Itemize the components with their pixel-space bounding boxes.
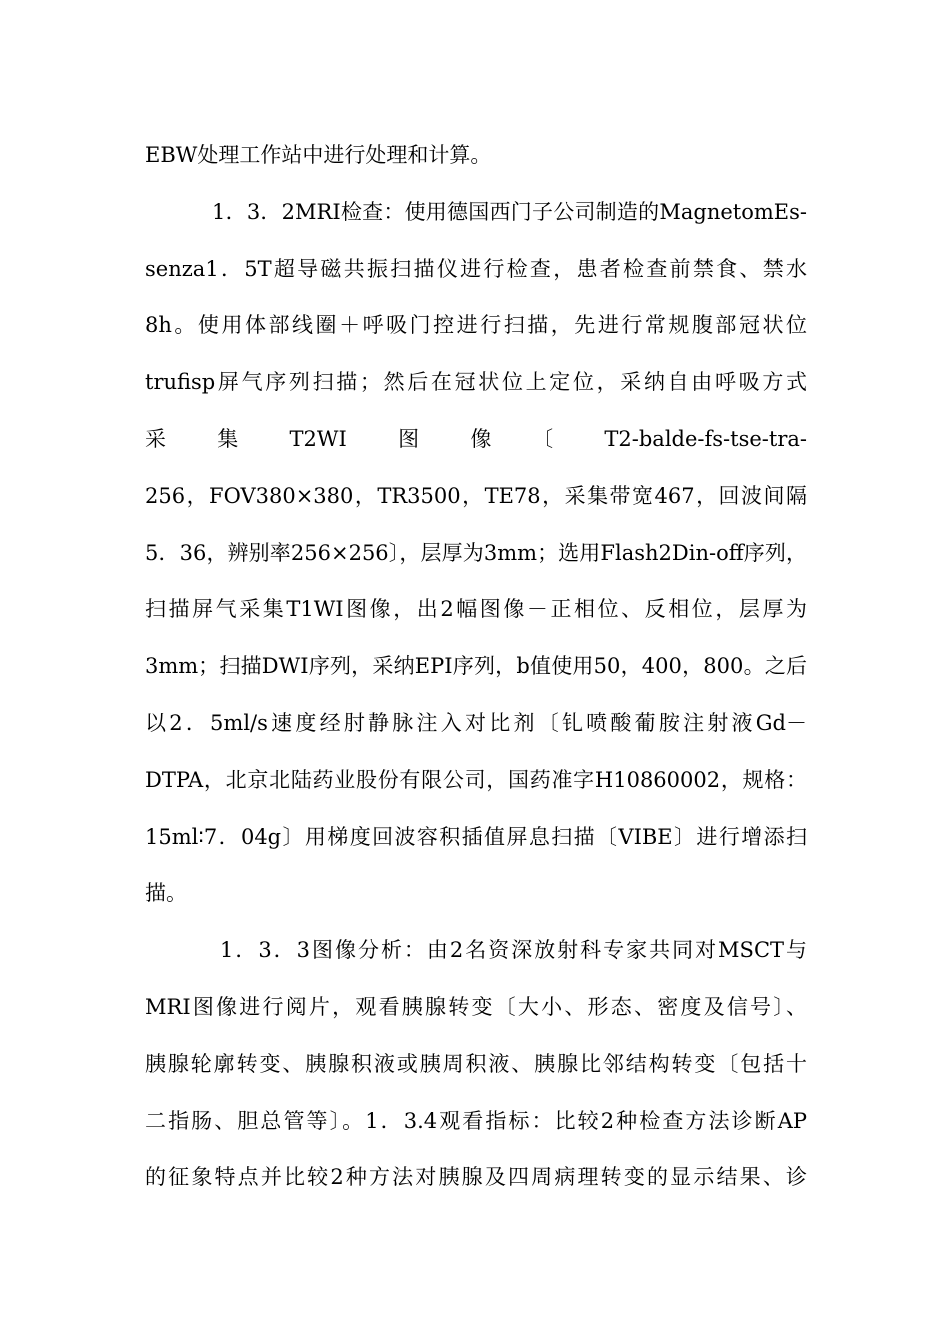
text-line-4: 8h。使用体部线圈＋呼吸门控进行扫描，先进行常规腹部冠状位 <box>145 313 807 337</box>
text-line-15: 1．3．3图像分析：由2名资深放射科专家共同对MSCT与 <box>220 938 807 962</box>
text-line-17: 胰腺轮廓转变、胰腺积液或胰周积液、胰腺比邻结构转变〔包括十 <box>145 1052 807 1076</box>
text-line-5: trufisp屏气序列扫描；然后在冠状位上定位，采纳自由呼吸方式 <box>145 370 807 394</box>
text-line-1: EBW处理工作站中进行处理和计算。 <box>145 143 492 167</box>
text-line-13: 15ml∶7．04g〕用梯度回波容积插值屏息扫描〔VIBE〕进行增添扫 <box>145 825 807 849</box>
text-line-18: 二指肠、胆总管等〕。1．3.4观看指标：比较2种检查方法诊断AP <box>145 1109 807 1133</box>
text-line-2: 1．3．2MRI检查：使用德国西门子公司制造的MagnetomEs- <box>212 200 807 224</box>
text-line-3: senza1．5T超导磁共振扫描仪进行检查，患者检查前禁食、禁水 <box>145 257 807 281</box>
text-line-11: 以2．5ml/s速度经肘静脉注入对比剂〔钆喷酸葡胺注射液Gd－ <box>145 711 807 735</box>
text-line-14: 描。 <box>145 881 187 905</box>
text-line-16: MRI图像进行阅片，观看胰腺转变〔大小、形态、密度及信号〕、 <box>145 995 807 1019</box>
text-line-8: 5．36，辨别率256×256〕，层厚为3mm；选用Flash2Din-off序列， <box>145 541 807 565</box>
text-line-19: 的征象特点并比较2种方法对胰腺及四周病理转变的显示结果、诊 <box>145 1165 807 1189</box>
text-line-10: 3mm；扫描DWI序列，采纳EPI序列，b值使用50，400，800。之后 <box>145 654 807 678</box>
text-line-7: 256，FOV380×380，TR3500，TE78，采集带宽467，回波间隔 <box>145 484 807 508</box>
text-line-6: 采 集 T2WI 图 像 〔 T2-balde-fs-tse-tra- <box>145 427 807 451</box>
text-line-9: 扫描屏气采集T1WI图像，出2幅图像－正相位、反相位，层厚为 <box>145 597 807 621</box>
text-line-12: DTPA，北京北陆药业股份有限公司，国药准字H10860002，规格： <box>145 768 807 792</box>
